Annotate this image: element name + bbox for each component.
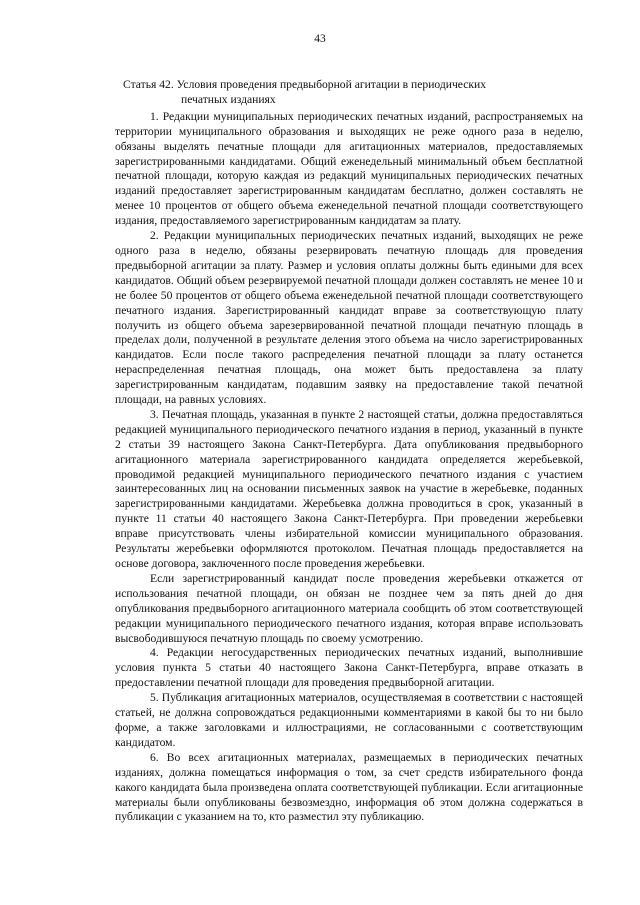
paragraph-1: 1. Редакции муниципальных периодических печатных изданий, распространяемых на территории муниципального образования и выходящих не реже одного раза в неделю, обязаны выделять печатные площади для агитационных материалов, предоставляемых зарегистрированными кандидатами. Общий еженедельный минимальный объем бесплатной печатной площади, которую каждая из редакций муниципальных периодических печатных изданий предоставляет зарегистрированным кандидатам бесплатно, должен составлять не менее 10 процентов от общего объема еженедельной печатной площади соответствующего издания, предоставляемого зарегистрированным кандидатам за плату. [115,109,583,228]
article-body [115,78,583,825]
paragraph-3: 3. Печатная площадь, указанная в пункте 2 настоящей статьи, должна предоставляться редакцией муниципального периодического печатного издания в период, указанный в пункте 2 статьи 39 настоящего Закона Санкт-Петербурга. Дата опубликования предвыборного агитационного материала зарегистрированного кандидата определяется жеребьевкой, проводимой редакцией муниципального периодического печатного издания с участием заинтересованных лиц на основании письменных заявок на участие в жеребьевке, поданных зарегистрированными кандидатами. Жеребьевка должна проводиться в срок, указанный в пункте 11 статьи 40 настоящего Закона Санкт-Петербурга. При проведении жеребьевки вправе присутствовать члены избирательной комиссии муниципального образования. Результаты жеребьевки оформляются протоколом. Печатная площадь предоставляется на основе договора, заключенного после проведения жеребьевки. [115,407,583,570]
article-title [115,78,583,108]
paragraph-3-continuation: Если зарегистрированный кандидат после проведения жеребьевки откажется от использования печатной площади, он обязан не позднее чем за пять дней до дня опубликования предвыборного агитационного материала сообщить об этом соответствующей редакции муниципального периодического печатного издания, которая вправе использовать высвободившуюся печатную площадь по своему усмотрению. [115,571,583,645]
paragraph-4: 4. Редакции негосударственных периодических печатных изданий, выполнившие условия пункта 5 статьи 40 настоящего Закона Санкт-Петербурга, вправе отказать в предоставлении печатной площади для проведения предвыборной агитации. [115,646,583,690]
page-number: 43 [314,33,326,45]
paragraph-5: 5. Публикация агитационных материалов, осуществляемая в соответствии с настоящей статьей, не должна сопровождаться редакционными комментариями в какой бы то ни было форме, а также заголовками и иллюстрациями, не согласованными с соответствующим кандидатом. [115,691,583,749]
article-title-line-1: Статья 42. Условия проведения предвыборной агитации в периодических [123,78,487,91]
paragraph-6: 6. Во всех агитационных материалах, размещаемых в периодических печатных изданиях, должна помещаться информация о том, за счет средств избирательного фонда какого кандидата была произведена оплата соответствующей публикации. Если агитационные материалы были опубликованы безвозмездно, информация об этом должна содержаться в публикации с указанием на то, кто разместил эту публикацию. [115,750,583,824]
article-title-line-2: печатных изданиях [181,92,276,106]
paragraph-2: 2. Редакции муниципальных периодических печатных изданий, выходящих не реже одного раза в неделю, обязаны резервировать печатную площадь для проведения предвыборной агитации за плату. Размер и условия оплаты должны быть едиными для всех кандидатов. Общий объем резервируемой печатной площади должен составлять не менее 10 и не более 50 процентов от общего объема еженедельной печатной площади соответствующего печатного издания. Зарегистрированный кандидат вправе за соответствующую плату получить из общего объема зарезервированной печатной площади печатную площадь в пределах доли, полученной в результате деления этого объема на число зарегистрированных кандидатов. Если после такого распределения печатной площади за плату останется нераспределенная печатная площадь, она может быть предоставлена за плату зарегистрированным кандидатам, подавшим заявку на предоставление такой печатной площади, на равных условиях. [115,229,583,407]
